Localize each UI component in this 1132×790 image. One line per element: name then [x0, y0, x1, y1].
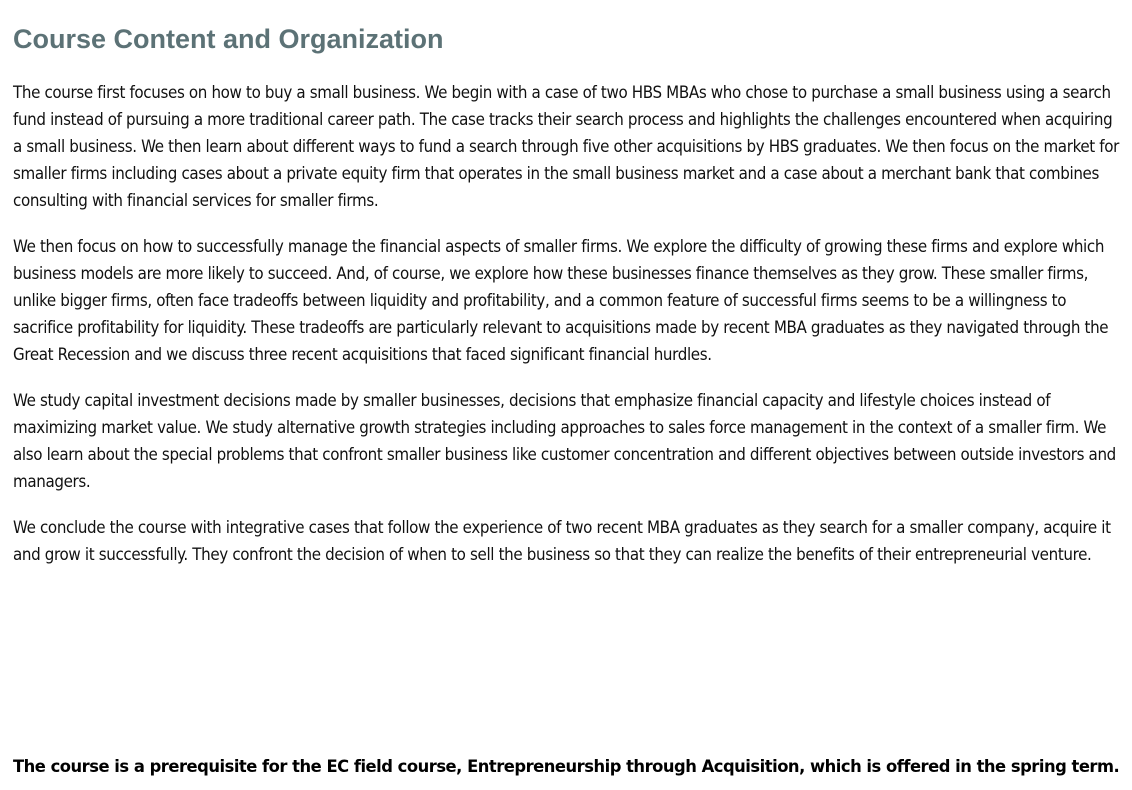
prerequisite-note: The course is a prerequisite for the EC field course, Entrepreneurship through Acquisition, which is offered in the spring term.	[13, 756, 1120, 776]
paragraph-managing: We then focus on how to successfully manage the financial aspects of smaller firms. We explore the difficulty of growing these firms and explore which business models are more likely to succeed. And, of course, we explore how these businesses finance themselves as they grow. These smaller firms, unlike bigger firms, often face tradeoffs between liquidity and profitability, and a common feature of successful firms seems to be a willingness to sacrifice profitability for liquidity. These tradeoffs are particularly relevant to acquisitions made by recent MBA graduates as they navigated through the Great Recession and we discuss three recent acquisitions that faced significant financial hurdles.	[13, 236, 1109, 364]
paragraph-buying: The course first focuses on how to buy a small business. We begin with a case of two HBS MBAs who chose to purchase a small business using a search fund instead of pursuing a more traditional career path. The case tracks their search process and highlights the challenges encountered when acquiring a small business. We then learn about different ways to fund a search through five other acquisitions by HBS graduates. We then focus on the market for smaller firms including cases about a private equity firm that operates in the small business market and a case about a merchant bank that combines consulting with financial services for smaller firms.	[13, 82, 1120, 210]
section-title: Course Content and Organization	[13, 24, 444, 54]
paragraph-conclusion: We conclude the course with integrative cases that follow the experience of two recent MBA graduates as they search for a smaller company, acquire it and grow it successfully. They confront the decision of when to sell the business so that they can realize the benefits of their entrepreneurial venture.	[13, 517, 1111, 564]
section-body	[13, 79, 1119, 568]
paragraph-investment: We study capital investment decisions made by smaller businesses, decisions that emphasize financial capacity and lifestyle choices instead of maximizing market value. We study alternative growth strategies including approaches to sales force management in the context of a smaller firm. We also learn about the special problems that confront smaller business like customer concentration and different objectives between outside investors and managers.	[13, 390, 1116, 491]
course-content-section	[13, 0, 1120, 776]
